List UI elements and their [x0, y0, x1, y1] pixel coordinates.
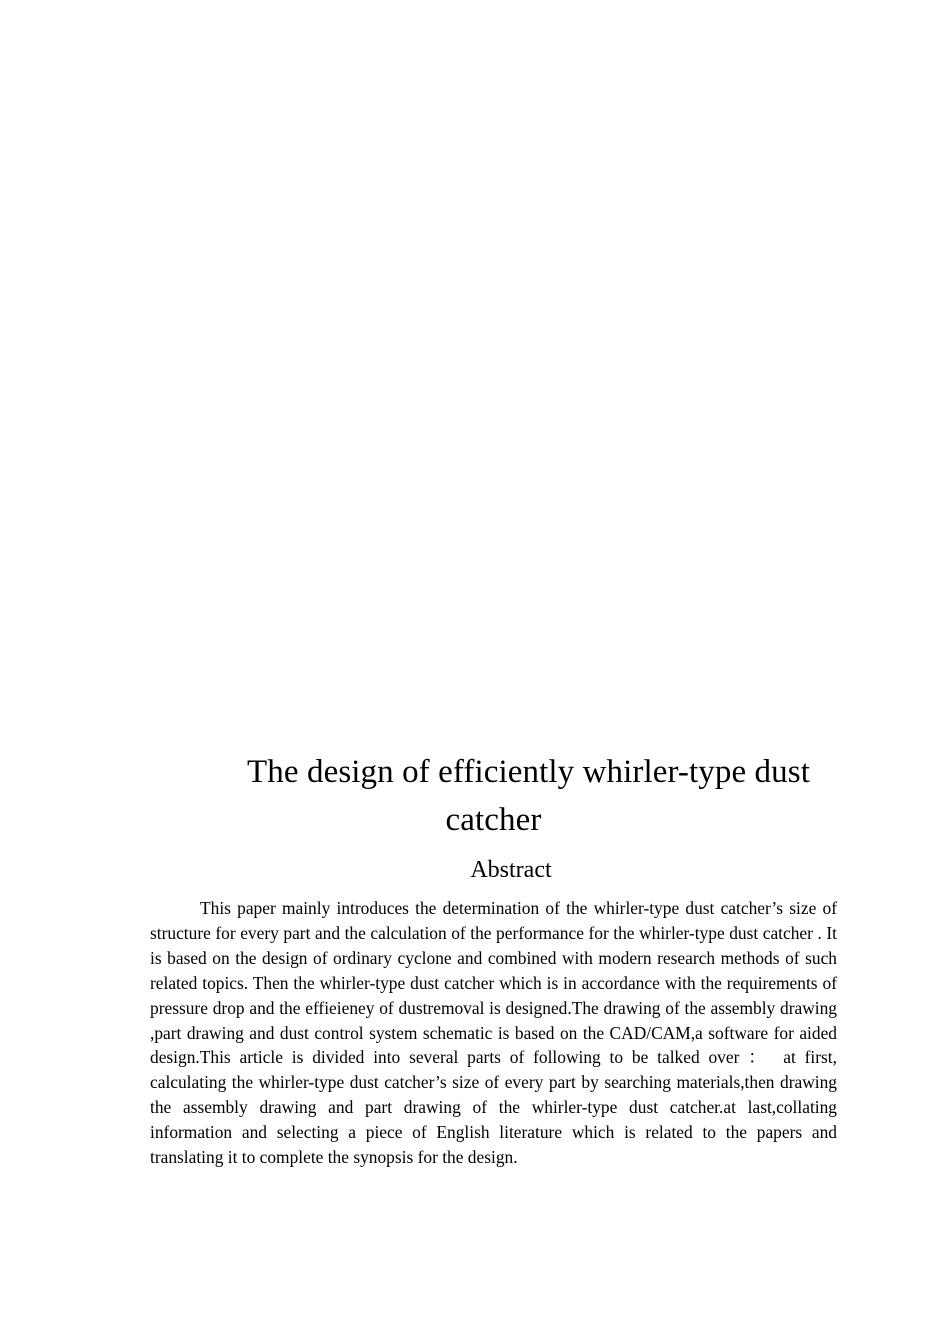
abstract-heading: Abstract [470, 857, 552, 883]
abstract-paragraph: This paper mainly introduces the determination of the whirler-type dust catcher’s size of structure for every part and the calculation of the performance for the whirler-type dust catcher . It is based on the design of ordinary cyclone and combined with modern research methods of such related topics. Then the whirler-type dust catcher which is in accordance with the requirements of pressure drop and the effieieney of dustremoval is designed.The drawing of the assembly drawing ,part drawing and dust control system schematic is based on the CAD/CAM,a software for aided design.This article is divided into several parts of following to be talked over ： at first, calculating the whirler-type dust catcher’s size of every part by searching materials,then drawing the assembly drawing and part drawing of the whirler-type dust catcher.at last,collating information and selecting a piece of English literature which is related to the papers and translating it to complete the synopsis for the design. [150, 898, 837, 1168]
paper-title [150, 748, 837, 844]
paper-title-line-2: catcher [445, 802, 542, 838]
paper-title-line-1: The design of efficiently whirler-type dust [247, 754, 810, 790]
